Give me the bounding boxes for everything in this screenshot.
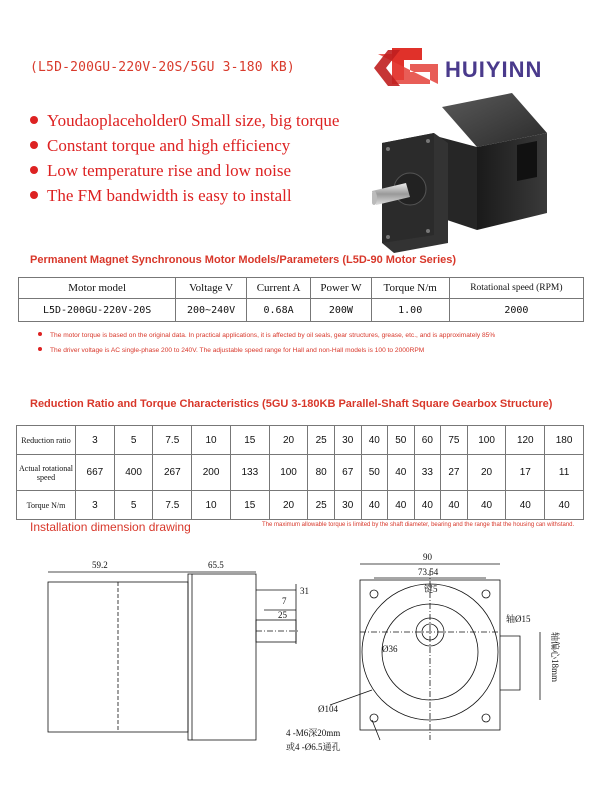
table-cell: 1.00 xyxy=(371,299,449,322)
table-cell: 27 xyxy=(441,455,468,491)
note: The driver voltage is AC single-phase 200 to 240V. The adjustable speed range for Hall and non-Hall models is 100 to 2000RPM xyxy=(38,347,424,354)
table-cell: 50 xyxy=(361,455,388,491)
table-cell: 40 xyxy=(545,491,584,520)
dim-label: 25 xyxy=(278,610,287,620)
table-row xyxy=(17,426,584,455)
model-title: (L5D-200GU-220V-20S/5GU 3-180 KB) xyxy=(30,60,295,75)
table-cell: 3 xyxy=(76,491,115,520)
table-cell: 100 xyxy=(467,426,506,455)
table-cell: 60 xyxy=(414,426,441,455)
table-cell: 11 xyxy=(545,455,584,491)
table-cell: 40 xyxy=(414,491,441,520)
table-cell: 40 xyxy=(388,491,415,520)
note: The motor torque is based on the original data. In practical applications, it is affected by oil seals, gear structures, grease, etc., and is approximately 85% xyxy=(38,332,495,339)
table-row xyxy=(17,455,584,491)
table-cell: 40 xyxy=(441,491,468,520)
table-cell: 40 xyxy=(361,426,388,455)
table-cell: 67 xyxy=(334,455,361,491)
table-cell: 20 xyxy=(269,426,308,455)
bullet-icon xyxy=(30,191,38,199)
table-cell: 200W xyxy=(311,299,371,322)
row-label: Torque N/m xyxy=(17,491,76,520)
table-cell: 40 xyxy=(361,491,388,520)
table-cell: 25 xyxy=(308,426,335,455)
dim-label: 轴Ø15 xyxy=(506,614,531,624)
brand-name: HUIYINN xyxy=(445,57,543,82)
side-view-gearbox xyxy=(188,574,256,740)
dim-label: Ø36 xyxy=(382,644,398,654)
table-cell: 5 xyxy=(114,491,153,520)
table-cell: 180 xyxy=(545,426,584,455)
table-cell: 7.5 xyxy=(153,491,192,520)
table-cell: 75 xyxy=(441,426,468,455)
table-cell: 50 xyxy=(388,426,415,455)
table-cell: 20 xyxy=(269,491,308,520)
installation-title: Installation dimension drawing xyxy=(30,520,191,534)
table-cell: 40 xyxy=(467,491,506,520)
table-cell: 10 xyxy=(192,426,231,455)
table-cell: 267 xyxy=(153,455,192,491)
table-cell: 3 xyxy=(76,426,115,455)
dim-label: Ø104 xyxy=(318,704,338,714)
table-cell: 40 xyxy=(388,455,415,491)
dim-label: 73.54 xyxy=(418,567,439,577)
table-cell: 20 xyxy=(467,455,506,491)
table-header: Voltage V xyxy=(176,278,247,299)
table-cell: 17 xyxy=(506,455,545,491)
reduction-table xyxy=(16,425,584,520)
dim-label: 59.2 xyxy=(92,560,108,570)
table-cell: 15 xyxy=(230,426,269,455)
table-cell: 2000 xyxy=(449,299,583,322)
bullet-icon xyxy=(38,332,42,336)
table-cell: 400 xyxy=(114,455,153,491)
bullet-icon xyxy=(30,166,38,174)
reduction-title: Reduction Ratio and Torque Characteristics (5GU 3-180KB Parallel-Shaft Square Gearbox Structure) xyxy=(30,398,553,410)
row-label: Actual rotational speed xyxy=(17,455,76,491)
table-cell: 200 xyxy=(192,455,231,491)
table-cell: 30 xyxy=(334,426,361,455)
dim-label: 轴偏心18mm xyxy=(550,632,560,683)
table-cell: 15 xyxy=(230,491,269,520)
table-cell: 10 xyxy=(192,491,231,520)
table-header: Power W xyxy=(311,278,371,299)
table-cell: L5D-200GU-220V-20S xyxy=(19,299,176,322)
table-cell: 5 xyxy=(114,426,153,455)
table-cell: 100 xyxy=(269,455,308,491)
table-cell: 667 xyxy=(76,455,115,491)
row-label: Reduction ratio xyxy=(17,426,76,455)
table-cell: 33 xyxy=(414,455,441,491)
feature-item: Constant torque and high efficiency xyxy=(30,133,339,158)
logo-mark-icon xyxy=(374,48,438,86)
table-header-row xyxy=(19,278,584,299)
motor-params-table xyxy=(18,277,584,322)
table-cell: 0.68A xyxy=(246,299,310,322)
feature-item: Low temperature rise and low noise xyxy=(30,158,339,183)
table-cell: 80 xyxy=(308,455,335,491)
table-header: Torque N/m xyxy=(371,278,449,299)
table-cell: 120 xyxy=(506,426,545,455)
dim-label: 或4 -Ø6.5通孔 xyxy=(286,742,341,752)
table-cell: 7.5 xyxy=(153,426,192,455)
table-header: Motor model xyxy=(19,278,176,299)
table-cell: 40 xyxy=(506,491,545,520)
dim-label: 31 xyxy=(300,586,309,596)
dim-label: 键5 xyxy=(424,584,438,594)
feature-item: The FM bandwidth is easy to install xyxy=(30,183,339,208)
table-header: Rotational speed (RPM) xyxy=(449,278,583,299)
bullet-icon xyxy=(30,141,38,149)
table-row xyxy=(17,491,584,520)
table-cell: 30 xyxy=(334,491,361,520)
table-cell: 25 xyxy=(308,491,335,520)
table-cell: 133 xyxy=(230,455,269,491)
motor-params-title: Permanent Magnet Synchronous Motor Models/Parameters (L5D-90 Motor Series) xyxy=(30,254,457,266)
table-row xyxy=(19,299,584,322)
feature-item: Youdaoplaceholder0 Small size, big torque xyxy=(30,108,339,133)
dimension-drawing xyxy=(0,540,600,800)
bullet-icon xyxy=(38,347,42,351)
table-header: Current A xyxy=(246,278,310,299)
feature-list xyxy=(30,108,339,208)
table-cell: 200~240V xyxy=(176,299,247,322)
installation-note: The maximum allowable torque is limited by the shaft diameter, bearing and the range that the housing can withstand. xyxy=(262,522,575,528)
dim-label: 4 -M6深20mm xyxy=(286,728,341,738)
dim-label: 7 xyxy=(282,596,287,606)
motor-image xyxy=(372,85,552,265)
dim-label: 65.5 xyxy=(208,560,224,570)
dim-label: 90 xyxy=(423,552,432,562)
bullet-icon xyxy=(30,116,38,124)
